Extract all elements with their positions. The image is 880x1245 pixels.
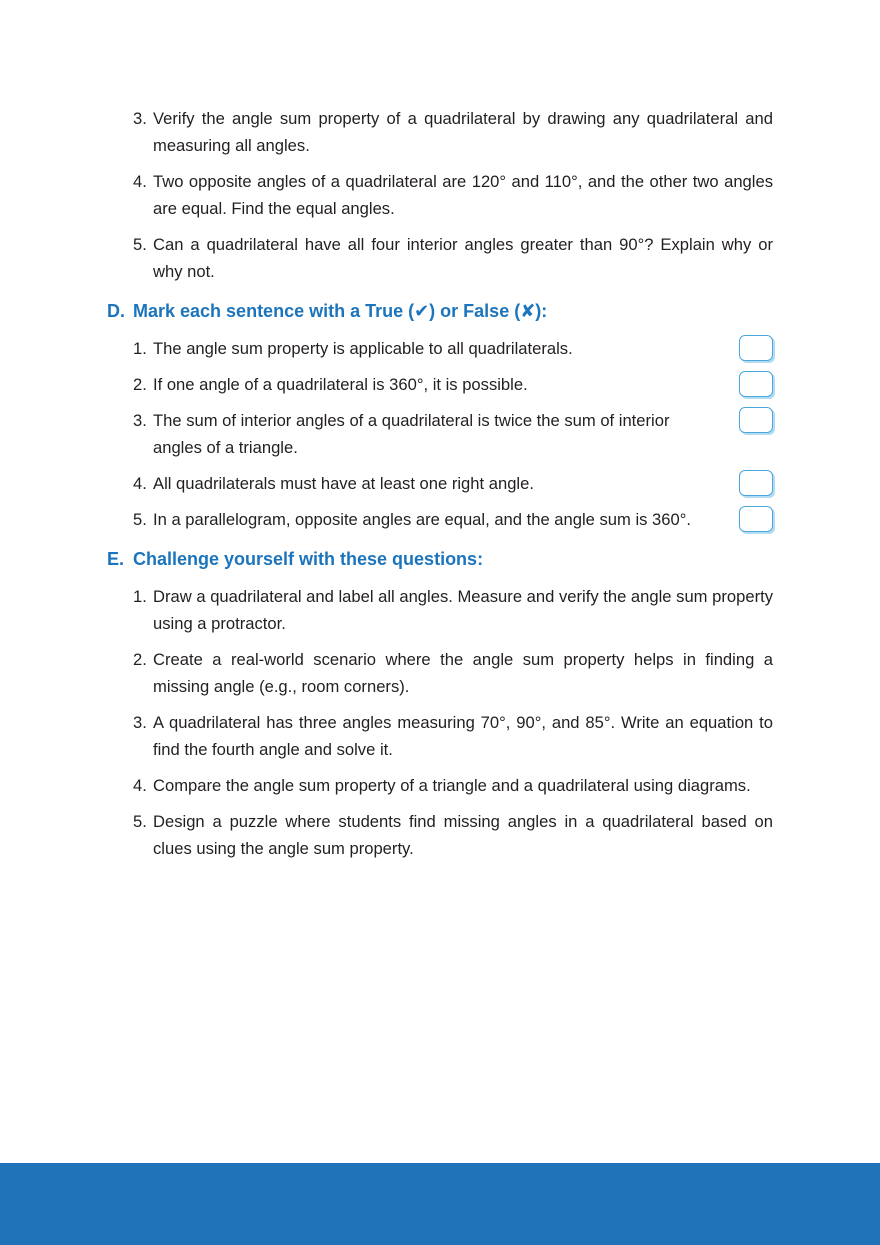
item-number: 3. <box>133 713 147 732</box>
item-text: Verify the angle sum property of a quadrilateral by drawing any quadrilateral and measuring all angles. <box>153 109 773 155</box>
list-item <box>107 231 773 285</box>
item-text: If one angle of a quadrilateral is 360°, it is possible. <box>153 375 528 394</box>
section-d-heading <box>107 299 773 323</box>
true-false-item <box>107 335 773 362</box>
item-number: 2. <box>133 375 147 394</box>
item-text: The sum of interior angles of a quadrilateral is twice the sum of interior angles of a triangle. <box>153 411 670 457</box>
item-text: Can a quadrilateral have all four interior angles greater than 90°? Explain why or why not. <box>153 235 773 281</box>
item-number: 5. <box>133 235 147 254</box>
true-false-item <box>107 371 773 398</box>
list-item <box>107 168 773 222</box>
item-text: Two opposite angles of a quadrilateral are 120° and 110°, and the other two angles are equal. Find the equal angles. <box>153 172 773 218</box>
item-text: In a parallelogram, opposite angles are equal, and the angle sum is 360°. <box>153 510 691 529</box>
answer-checkbox[interactable] <box>739 407 773 433</box>
true-false-item <box>107 407 773 461</box>
section-title: Mark each sentence with a True (✔) or False (✘): <box>133 301 548 321</box>
item-number: 1. <box>133 339 147 358</box>
item-text: Compare the angle sum property of a triangle and a quadrilateral using diagrams. <box>153 776 751 795</box>
answer-checkbox[interactable] <box>739 470 773 496</box>
item-text: All quadrilaterals must have at least one right angle. <box>153 474 534 493</box>
section-e-list <box>107 583 773 862</box>
true-false-item <box>107 506 773 533</box>
worksheet-content <box>107 105 773 871</box>
list-item <box>107 583 773 637</box>
answer-checkbox[interactable] <box>739 506 773 532</box>
list-item <box>107 808 773 862</box>
section-letter: D. <box>107 301 125 321</box>
answer-checkbox[interactable] <box>739 335 773 361</box>
section-title: Challenge yourself with these questions: <box>133 549 484 569</box>
item-text: Draw a quadrilateral and label all angles. Measure and verify the angle sum property using a protractor. <box>153 587 773 633</box>
true-false-list <box>107 335 773 533</box>
footer-band <box>0 1163 880 1245</box>
item-text: A quadrilateral has three angles measuring 70°, 90°, and 85°. Write an equation to find the fourth angle and solve it. <box>153 713 773 759</box>
item-text: Create a real-world scenario where the angle sum property helps in finding a missing angle (e.g., room corners). <box>153 650 773 696</box>
item-text: The angle sum property is applicable to all quadrilaterals. <box>153 339 573 358</box>
list-item <box>107 646 773 700</box>
item-number: 4. <box>133 172 147 191</box>
item-number: 4. <box>133 776 147 795</box>
item-number: 2. <box>133 650 147 669</box>
list-item <box>107 105 773 159</box>
item-number: 4. <box>133 474 147 493</box>
true-false-item <box>107 470 773 497</box>
item-text: Design a puzzle where students find missing angles in a quadrilateral based on clues using the angle sum property. <box>153 812 773 858</box>
item-number: 1. <box>133 587 147 606</box>
section-e-heading <box>107 547 773 571</box>
answer-checkbox[interactable] <box>739 371 773 397</box>
section-letter: E. <box>107 549 125 569</box>
list-item <box>107 772 773 799</box>
item-number: 3. <box>133 109 147 128</box>
item-number: 3. <box>133 411 147 430</box>
item-number: 5. <box>133 812 147 831</box>
item-number: 5. <box>133 510 147 529</box>
section-c-list <box>107 105 773 285</box>
list-item <box>107 709 773 763</box>
